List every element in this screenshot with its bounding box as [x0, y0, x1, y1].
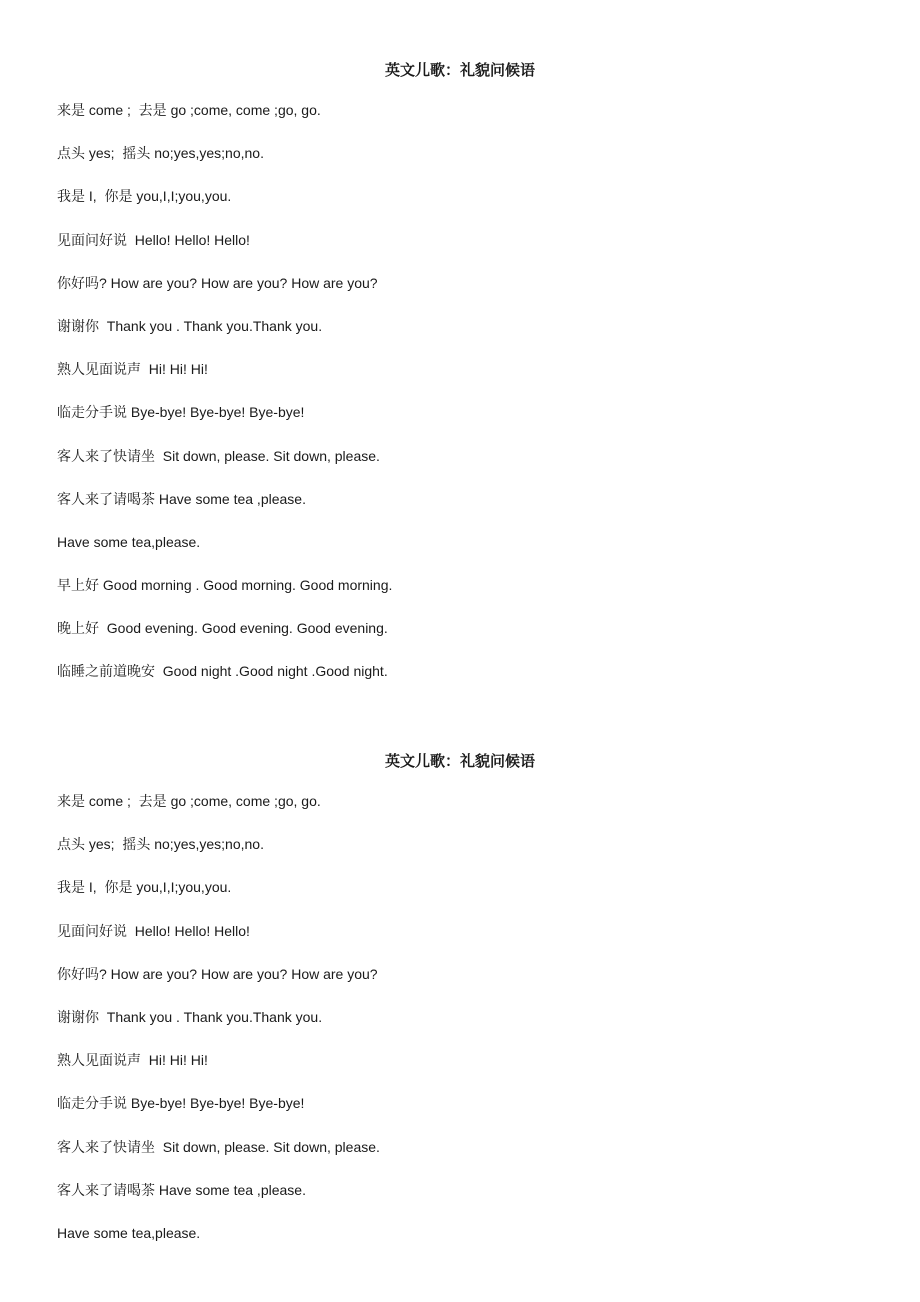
lyric-line: 客人来了快请坐 Sit down, please. Sit down, please.: [57, 447, 380, 464]
lyric-line: Have some tea,please.: [57, 1224, 201, 1241]
lyric-line: 客人来了请喝茶 Have some tea ,please.: [57, 1181, 306, 1198]
lyric-line: 我是 I, 你是 you,I,I;you,you.: [57, 879, 232, 896]
lyric-line: 我是 I, 你是 you,I,I;you,you.: [57, 188, 232, 205]
song-title: 英文儿歌：礼貌问候语: [384, 752, 535, 770]
lyric-line: Have some tea,please.: [57, 533, 201, 550]
lyric-line: 临走分手说 Bye-bye! Bye-bye! Bye-bye!: [57, 404, 305, 421]
song-section-2: [0, 749, 920, 1267]
lyric-line: 临睡之前道晚安 Good night .Good night .Good night.: [57, 663, 388, 680]
lyric-line: 见面问好说 Hello! Hello! Hello!: [57, 231, 250, 248]
song-title: 英文儿歌：礼貌问候语: [384, 61, 535, 79]
lyrics-list: [0, 792, 920, 1267]
lyrics-list: [0, 101, 920, 706]
lyric-line: 点头 yes; 摇头 no;yes,yes;no,no.: [57, 145, 264, 162]
lyric-line: 熟人见面说声 Hi! Hi! Hi!: [57, 361, 208, 378]
lyric-line: 谢谢你 Thank you . Thank you.Thank you.: [57, 1008, 323, 1025]
lyric-line: 客人来了快请坐 Sit down, please. Sit down, please.: [57, 1138, 380, 1155]
lyric-line: 来是 come ; 去是 go ;come, come ;go, go.: [57, 793, 321, 809]
lyric-line: 晚上好 Good evening. Good evening. Good evening.: [57, 620, 388, 637]
lyric-line: 来是 come ; 去是 go ;come, come ;go, go.: [57, 102, 321, 118]
lyric-line: 点头 yes; 摇头 no;yes,yes;no,no.: [57, 836, 264, 853]
lyric-line: 熟人见面说声 Hi! Hi! Hi!: [57, 1052, 208, 1069]
song-section-1: [0, 58, 920, 706]
lyric-line: 你好吗? How are you? How are you? How are you?: [57, 965, 378, 982]
lyric-line: 临走分手说 Bye-bye! Bye-bye! Bye-bye!: [57, 1095, 305, 1112]
lyric-line: 客人来了请喝茶 Have some tea ,please.: [57, 490, 306, 507]
lyric-line: 见面问好说 Hello! Hello! Hello!: [57, 922, 250, 939]
lyric-line: 早上好 Good morning . Good morning. Good morning.: [57, 577, 393, 594]
lyric-line: 谢谢你 Thank you . Thank you.Thank you.: [57, 317, 323, 334]
lyric-line: 你好吗? How are you? How are you? How are you?: [57, 274, 378, 291]
